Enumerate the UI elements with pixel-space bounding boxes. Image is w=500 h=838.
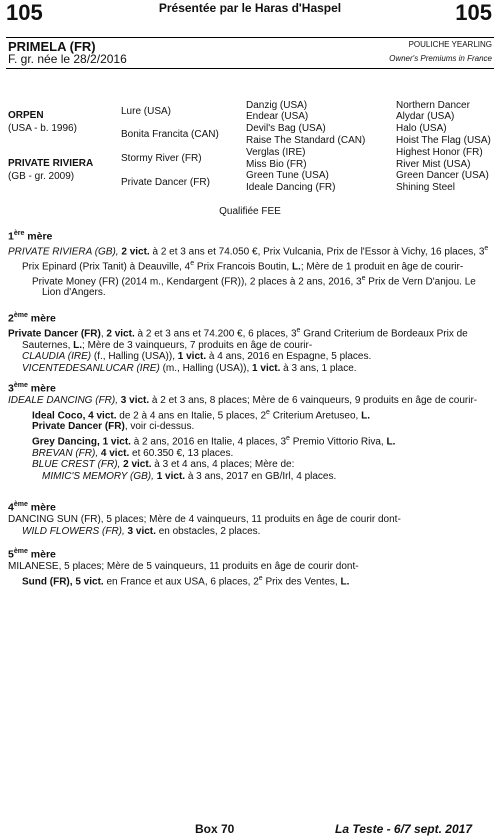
- dam-paragraph: Private Dancer (FR), 2 vict. à 2 et 3 ans et 74.200 €, 6 places, 3e Grand Criterium de Bordeaux Prix de Sauternes, L.; Mère de 3 vainqueurs, 7 produits en âge de courir-: [8, 327, 468, 351]
- section-title: 1ère mère: [8, 230, 53, 243]
- fifth-dam-section: [8, 546, 492, 587]
- gen3-6: Miss Bio (FR): [246, 159, 307, 170]
- dam-info: (GB - gr. 2009): [8, 171, 75, 182]
- third-dam-section: [8, 380, 492, 482]
- produce-line: Grey Dancing, 1 vict. à 2 ans, 2016 en Italie, 4 places, 3e Premio Vittorio Riva, L.: [32, 434, 396, 448]
- dam-paragraph: DANCING SUN (FR), 5 places; Mère de 4 vainqueurs, 11 produits en âge de courir dont-: [8, 514, 401, 525]
- gen4-4: Hoist The Flag (USA): [396, 135, 491, 146]
- sire-info: (USA - b. 1996): [8, 123, 77, 134]
- gen3-4: Raise The Standard (CAN): [246, 135, 366, 146]
- horse-birth-info: F. gr. née le 28/2/2016: [8, 52, 127, 66]
- dam-paragraph: PRIVATE RIVIERA (GB), 2 vict. à 2 et 3 ans et 74.050 €, Prix Vulcania, Prix de l'Essor à Vichy, 16 places, 3e Prix Epinard (Prix Tanit) à Deauville, 4e Prix Francois Boutin, L.; Mère de 1 produit en âge de courir-: [8, 245, 489, 273]
- lot-number-left: 105: [6, 0, 43, 25]
- section-title: 4ème mère: [8, 501, 56, 514]
- produce-line: Private Money (FR) (2014 m., Kendargent (FR)), 2 places à 2 ans, 2016, 3e Prix de Vern D'anjou. Le Lion d'Angers.: [32, 274, 476, 299]
- sale-location-date: La Teste - 6/7 sept. 2017: [335, 822, 472, 836]
- box-number: Box 70: [195, 822, 235, 836]
- horse-name: PRIMELA (FR): [8, 39, 96, 54]
- produce-line: WILD FLOWERS (FR), 3 vict. en obstacles, 2 places.: [22, 525, 261, 537]
- produce-line: BLUE CREST (FR), 2 vict. à 3 et 4 ans, 4 places; Mère de:: [32, 459, 295, 471]
- gen3-1: Danzig (USA): [246, 100, 308, 111]
- section-title: 2ème mère: [8, 312, 56, 325]
- dam-name: PRIVATE RIVIERA: [8, 158, 94, 169]
- gen4-2: Alydar (USA): [396, 111, 455, 122]
- produce-line: Private Dancer (FR), voir ci-dessus.: [32, 421, 195, 433]
- dam-paragraph: IDEALE DANCING (FR), 3 vict. à 2 et 3 ans, 8 places; Mère de 6 vainqueurs, 9 produits en âge de courir-: [8, 395, 478, 406]
- produce-line: Sund (FR), 5 vict. en France et aux USA, 6 places, 2e Prix des Ventes, L.: [22, 574, 350, 587]
- gen4-3: Halo (USA): [396, 123, 447, 134]
- section-title: 3ème mère: [8, 382, 56, 395]
- produce-line: VICENTEDESANLUCAR (IRE) (m., Halling (USA)), 1 vict. à 3 ans, 1 place.: [22, 362, 357, 374]
- section-title: 5ème mère: [8, 548, 56, 561]
- gen4-7: Green Dancer (USA): [396, 170, 489, 181]
- produce-line: BREVAN (FR), 4 vict. et 60.350 €, 13 places.: [32, 447, 234, 459]
- owners-premiums: Owner's Premiums in France: [389, 54, 492, 63]
- gen4-8: Shining Steel: [396, 182, 455, 193]
- gen3-2: Endear (USA): [246, 111, 309, 122]
- gen3-8: Ideale Dancing (FR): [246, 182, 336, 193]
- gen2-1: Lure (USA): [121, 106, 172, 117]
- gen2-4: Private Dancer (FR): [121, 177, 210, 188]
- sire-name: ORPEN: [8, 110, 44, 121]
- lot-number-right: 105: [455, 0, 492, 25]
- gen4-6: River Mist (USA): [396, 159, 471, 170]
- horse-header: [6, 37, 494, 69]
- produce-line: Ideal Coco, 4 vict. de 2 à 4 ans en Italie, 5 places, 2e Criterium Aretuseo, L.: [32, 408, 370, 421]
- second-dam-section: [8, 310, 492, 374]
- first-dam-section: [8, 228, 492, 299]
- produce-line: MIMIC'S MEMORY (GB), 1 vict. à 3 ans, 2017 en GB/Irl, 4 places.: [42, 470, 337, 482]
- sale-type: POULICHE YEARLING: [408, 40, 492, 49]
- produce-line: CLAUDIA (IRE) (f., Halling (USA)), 1 vict. à 4 ans, 2016 en Espagne, 5 places.: [22, 351, 372, 363]
- gen4-1: Northern Dancer: [396, 100, 470, 111]
- gen2-2: Bonita Francita (CAN): [121, 129, 219, 140]
- gen4-5: Highest Honor (FR): [396, 147, 483, 158]
- gen3-3: Devil's Bag (USA): [246, 123, 326, 134]
- gen2-3: Stormy River (FR): [121, 153, 202, 164]
- presenter-line: Présentée par le Haras d'Haspel: [158, 1, 342, 15]
- qualification-note: Qualifiée FEE: [219, 206, 281, 217]
- dam-paragraph: MILANESE, 5 places; Mère de 5 vainqueurs, 11 produits en âge de courir dont-: [8, 561, 359, 572]
- gen3-5: Verglas (IRE): [246, 147, 306, 158]
- fourth-dam-section: [8, 499, 492, 537]
- gen3-7: Green Tune (USA): [246, 170, 329, 181]
